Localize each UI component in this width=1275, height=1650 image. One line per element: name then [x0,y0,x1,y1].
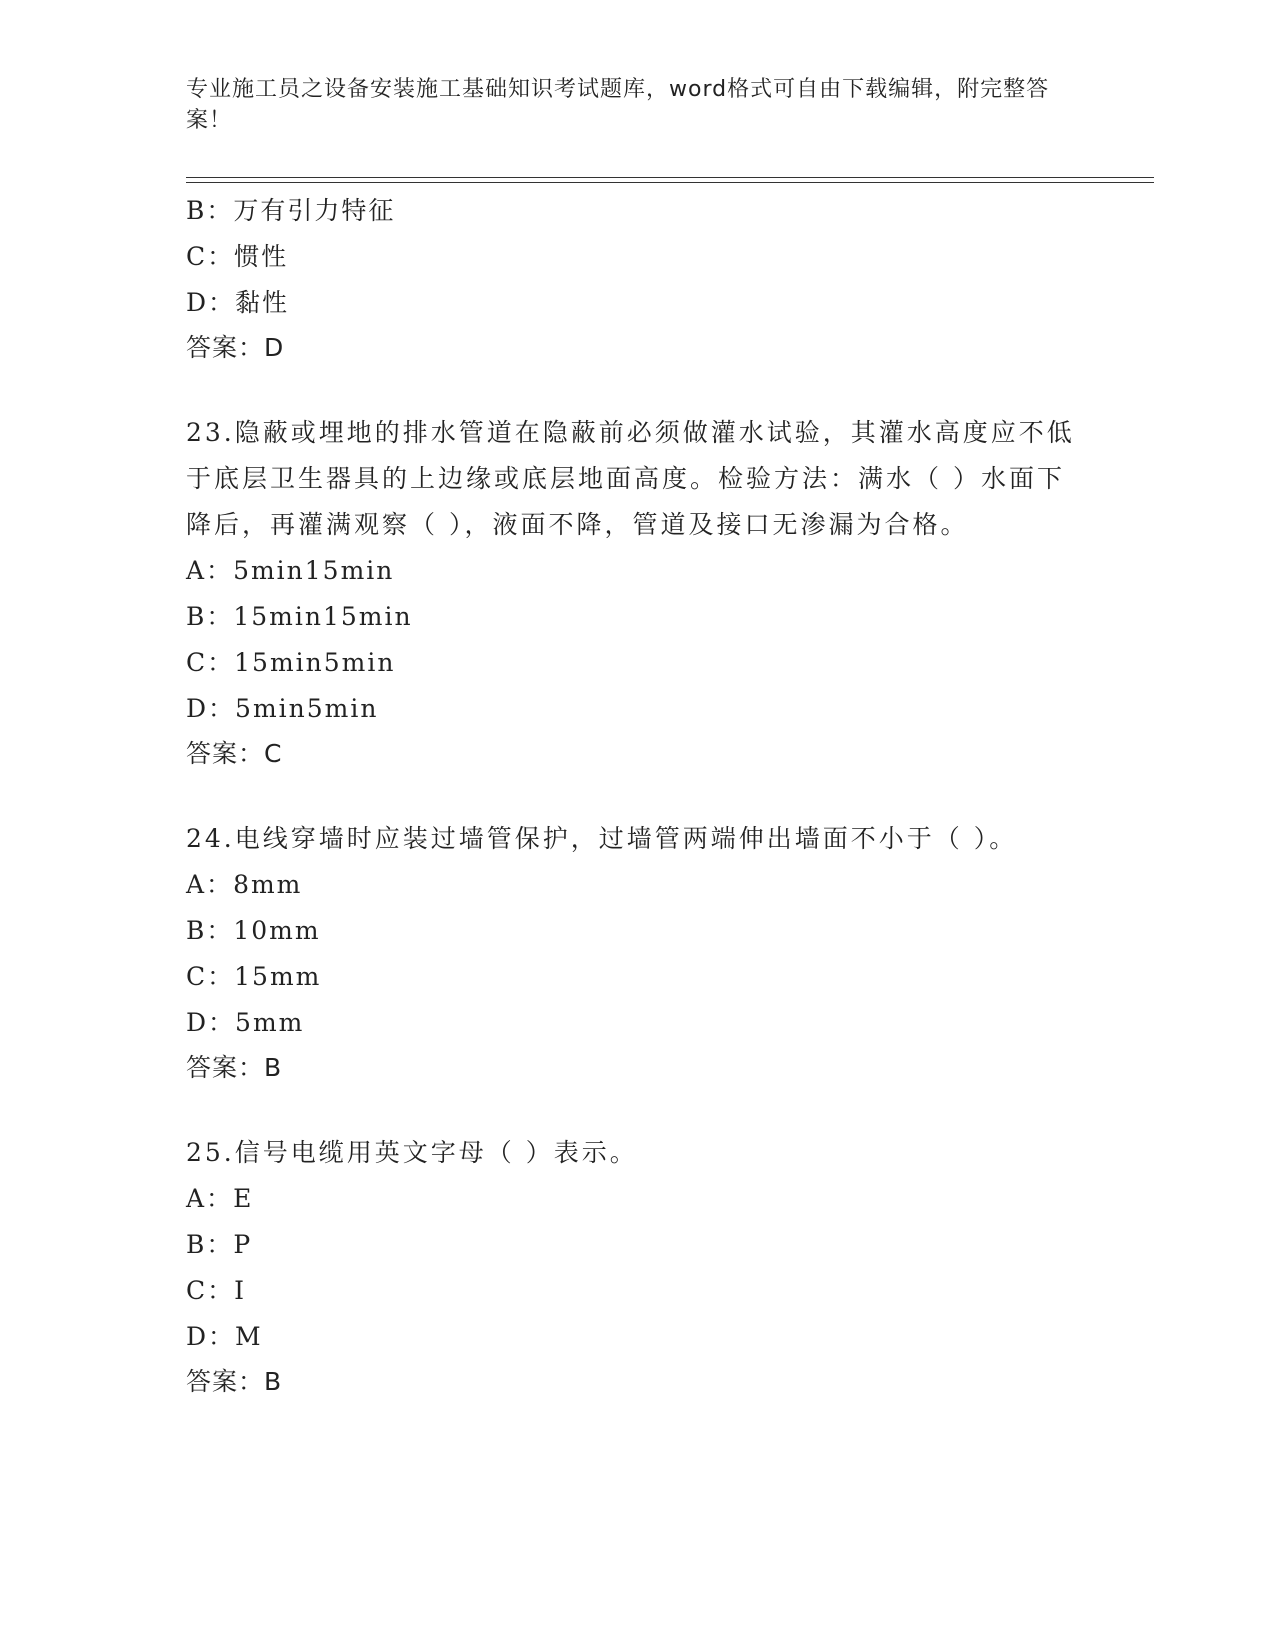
header-divider-top [186,177,1154,178]
question-text: 23.隐蔽或埋地的排水管道在隐蔽前必须做灌水试验，其灌水高度应不低于底层卫生器具的上边缘或底层地面高度。检验方法：满水（ ）水面下降后，再灌满观察（ ），液面不降，管道及接口无渗漏为合格。 [186,418,1075,539]
answer-line: 答案：B [186,1053,283,1082]
question-block-partial [186,188,1086,370]
document-header: 专业施工员之设备安装施工基础知识考试题库，word格式可自由下载编辑，附完整答案！ [186,77,1050,133]
option-b: B：15min15min [186,602,413,631]
question-block-25 [186,1130,1086,1404]
option-b: B：P [186,1230,253,1259]
option-c: C：惯性 [186,242,289,271]
answer-line: 答案：D [186,333,285,362]
answer-line: 答案：C [186,739,283,768]
option-a: A：8mm [186,870,303,899]
answer-line: 答案：B [186,1367,283,1396]
option-d: D：黏性 [186,288,290,317]
question-block-24 [186,816,1086,1090]
option-c: C：I [186,1276,247,1305]
option-a: A：E [186,1184,254,1213]
option-d: D：5mm [186,1008,305,1037]
document-body [186,188,1086,1404]
option-d: D：M [186,1322,263,1351]
option-d: D：5min5min [186,694,379,723]
option-a: A：5min15min [186,556,395,585]
question-block-23 [186,410,1086,776]
option-b: B：万有引力特征 [186,196,396,225]
option-b: B：10mm [186,916,321,945]
header-divider-bottom [186,182,1154,183]
question-text: 25.信号电缆用英文字母（ ）表示。 [186,1138,638,1167]
option-c: C：15min5min [186,648,396,677]
question-text: 24.电线穿墙时应装过墙管保护，过墙管两端伸出墙面不小于（ ）。 [186,824,1018,853]
option-c: C：15mm [186,962,322,991]
